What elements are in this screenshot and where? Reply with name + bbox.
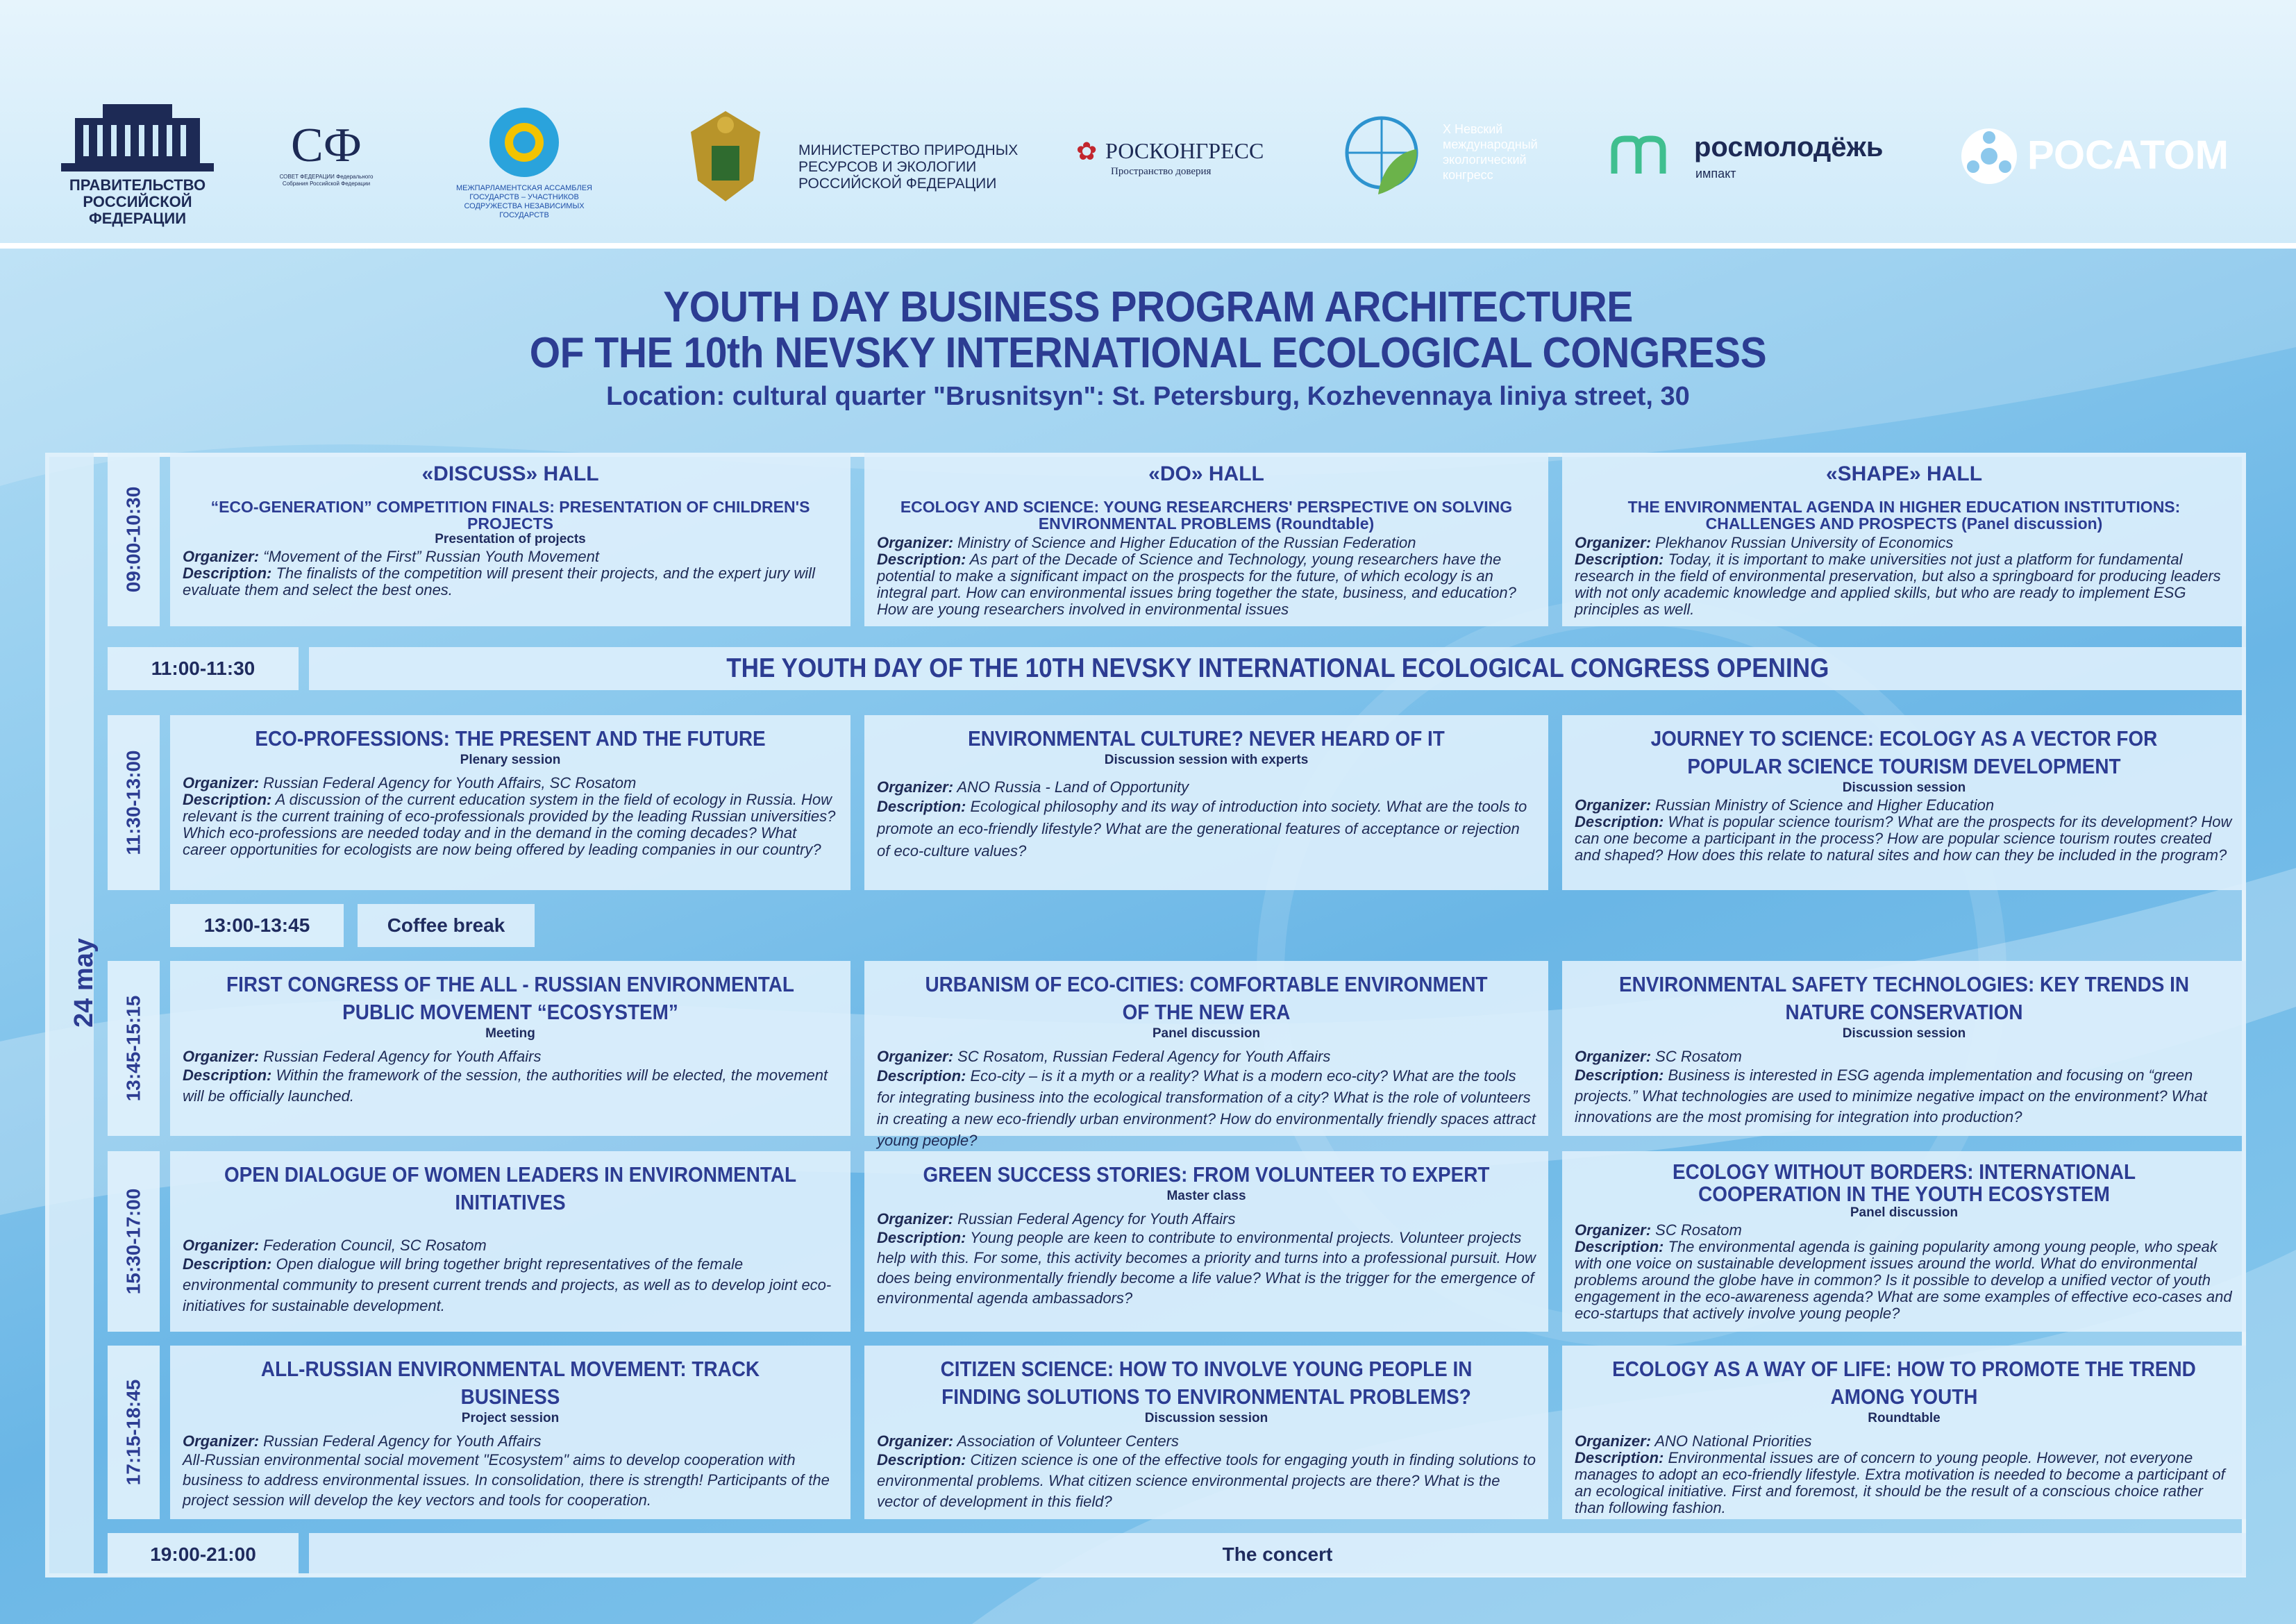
location-line: Location: cultural quarter "Brusnitsyn": St. Petersburg, Kozhevennaya liniya street, 30 (606, 382, 1690, 411)
rosatom-name: РОСАТОМ (2027, 133, 2229, 178)
opening-title: THE YOUTH DAY OF THE 10TH NEVSKY INTERNATIONAL ECOLOGICAL CONGRESS OPENING (726, 653, 1829, 683)
event-type: Plenary session (460, 753, 561, 767)
event-organizer: Organizer: Federation Council, SC Rosatom (183, 1237, 487, 1254)
event-title: ECOLOGY AND SCIENCE: YOUNG RESEARCHERS' PERSPECTIVE ON SOLVING ENVIRONMENTAL PROBLEMS (Roundtable) (900, 498, 1513, 533)
event-organizer: Organizer: SC Rosatom (1575, 1048, 1742, 1065)
event-description: Description: Environmental issues are of concern to young people. However, not everyone manages to adopt an eco-friendly lifestyle. Extra motivation is needed to become a participant of an ecological initiative. First and foremost, it should be the result of a conscious choice rather than following fashion. (1575, 1449, 2225, 1516)
program-title (0, 285, 2296, 412)
event-organizer: Organizer: Russian Federal Agency for Youth Affairs, SC Rosatom (183, 774, 637, 792)
title-line-2: OF THE 10th NEVSKY INTERNATIONAL ECOLOGICAL CONGRESS (529, 329, 1767, 377)
event-type: Presentation of projects (435, 532, 586, 546)
time-concert: 19:00-21:00 (108, 1533, 299, 1576)
time-slot-5: 17:15-18:45 (108, 1346, 160, 1519)
event-card-citizen-science (864, 1346, 1548, 1519)
event-title: JOURNEY TO SCIENCE: ECOLOGY AS A VECTOR FOR POPULAR SCIENCE TOURISM DEVELOPMENT (1650, 726, 2158, 778)
coffee-break-bar (358, 904, 535, 947)
event-title: ENVIRONMENTAL CULTURE? NEVER HEARD OF IT (968, 726, 1445, 751)
event-title: URBANISM OF ECO-CITIES: COMFORTABLE ENVIRONMENT OF THE NEW ERA (925, 972, 1488, 1024)
hall-name: «SHAPE» HALL (1825, 462, 1983, 485)
time-opening: 11:00-11:30 (108, 647, 299, 690)
event-title: “ECO-GENERATION” COMPETITION FINALS: PRESENTATION OF CHILDREN'S PROJECTS (210, 498, 810, 533)
event-organizer: Organizer: Russian Federal Agency for Youth Affairs (183, 1432, 542, 1450)
event-title: ALL-RUSSIAN ENVIRONMENTAL MOVEMENT: TRACK BUSINESS (260, 1357, 760, 1409)
nevsky-caption: X Невский международный экологический конгресс (1443, 122, 1538, 182)
rosatom-logo (1958, 125, 2236, 187)
rosmolodezh-logo (1611, 132, 1902, 187)
rosmolodezh-tagline: импакт (1695, 167, 1736, 181)
ministry-caption: МИНИСТЕРСТВО ПРИРОДНЫХ РЕСУРСОВ И ЭКОЛОГИИ РОССИЙСКОЙ ФЕДЕРАЦИИ (798, 142, 1019, 192)
event-title: ECO-PROFESSIONS: THE PRESENT AND THE FUTURE (255, 726, 766, 751)
event-type: Discussion session (1842, 780, 1966, 795)
event-description: Description: Within the framework of the session, the authorities will be elected, the movement will be officially launched. (183, 1066, 828, 1105)
event-type: Panel discussion (1152, 1026, 1261, 1041)
roscongress-name: РОСКОНГРЕСС (1105, 138, 1264, 163)
event-title: CITIZEN SCIENCE: HOW TO INVOLVE YOUNG PEOPLE IN FINDING SOLUTIONS TO ENVIRONMENTAL PROBLEMS? (940, 1357, 1473, 1409)
event-type: Meeting (485, 1026, 535, 1041)
event-type: Discussion session with experts (1104, 753, 1309, 767)
ipa-emblem-icon (441, 104, 607, 181)
event-description: Description: The environmental agenda is gaining popularity among young people, who speak with one voice on sustainable development issues around the world. What do environmental problems around the globe have in common? Is it possible to develop a unified vector of youth engagement in the eco-awareness agenda? What are some examples of effective eco-cases and eco-startups that actively involve young people? (1575, 1238, 2232, 1322)
event-organizer: Organizer: Russian Federal Agency for Youth Affairs (877, 1210, 1236, 1228)
event-title: ENVIRONMENTAL SAFETY TECHNOLOGIES: KEY TRENDS IN NATURE CONSERVATION (1618, 972, 2190, 1024)
opening-bar (309, 647, 2246, 690)
event-description: All-Russian environmental social movement "Ecosystem" aims to develop cooperation with business to address environmental issues. In consolidation, there is strength! Participants of the project session will develop the key vectors and tools for cooperation. (183, 1451, 830, 1509)
event-type: Project session (461, 1411, 560, 1425)
event-card-women-leaders (170, 1151, 850, 1332)
event-organizer: Organizer: Plekhanov Russian University of Economics (1575, 534, 1954, 551)
event-organizer: Organizer: Ministry of Science and Higher Education of the Russian Federation (877, 534, 1416, 551)
day-label: 24 may (69, 938, 99, 1028)
concert-label: The concert (1222, 1543, 1333, 1565)
event-organizer: Organizer: SC Rosatom (1575, 1221, 1742, 1239)
event-organizer: Organizer: SC Rosatom, Russian Federal Agency for Youth Affairs (877, 1048, 1331, 1065)
event-description: Description: As part of the Decade of Science and Technology, young researchers have the potential to make a significant impact on the prospects for the future, of which ecology is an integral part. How can environmental issues bring together the state, business, and education? How are young researchers involved in environmental issues (877, 551, 1516, 618)
event-card-environmental-culture (864, 715, 1548, 890)
hall-name: «DO» HALL (1148, 462, 1264, 485)
event-description: Description: What is popular science tourism? What are the prospects for its development? How can one become a participant in the process? How are popular science tourism routes created and shaped? How does this relate to natural sites and how can they be included in the program? (1575, 813, 2232, 864)
rosmolodezh-mark-icon (1611, 135, 1666, 177)
event-organizer: Organizer: ANO National Priorities (1575, 1432, 1812, 1450)
government-logo (61, 97, 214, 229)
event-card-first-congress (170, 961, 850, 1136)
event-title: FIRST CONGRESS OF THE ALL - RUSSIAN ENVIRONMENTAL PUBLIC MOVEMENT “ECOSYSTEM” (226, 972, 794, 1024)
event-description: Description: Today, it is important to make universities not just a platform for fundamental research in the field of environmental preservation, but also a springboard for producing leaders with not only academic knowledge and applied skills, but who are ready to implement ESG principles as well. (1575, 551, 2221, 618)
event-type: Discussion session (1842, 1026, 1966, 1041)
event-card-journey-to-science (1562, 715, 2246, 890)
double-headed-eagle-icon (677, 104, 774, 208)
event-type: Roundtable (1868, 1411, 1941, 1425)
sf-caption: СОВЕТ ФЕДЕРАЦИИ Федерального Собрания Российской Федерации (279, 174, 374, 187)
event-type: Panel discussion (1850, 1205, 1959, 1220)
event-description: Description: Business is interested in ESG agenda implementation and focusing on “green projects.” What technologies are used to minimize negative impact on the environment? What innovations are the most promising for integration into production? (1575, 1066, 2208, 1125)
event-card-ecology-way-of-life (1562, 1346, 2246, 1519)
title-line-1: YOUTH DAY BUSINESS PROGRAM ARCHITECTURE (663, 283, 1633, 331)
event-title: ECOLOGY AS A WAY OF LIFE: HOW TO PROMOTE THE TREND AMONG YOUTH (1612, 1357, 2196, 1409)
event-organizer: Organizer: ANO Russia - Land of Opportunity (877, 778, 1189, 796)
event-description: Description: Citizen science is one of the effective tools for engaging youth in finding solutions to environmental problems. What citizen science environmental projects are there? What is the vector of development in this field? (877, 1451, 1536, 1510)
event-card-safety-technologies (1562, 961, 2246, 1136)
event-title: THE ENVIRONMENTAL AGENDA IN HIGHER EDUCATION INSTITUTIONS: CHALLENGES AND PROSPECTS (Panel discussion) (1627, 498, 2181, 533)
hall-name: «DISCUSS» HALL (421, 462, 599, 485)
ipa-cis-logo (441, 104, 607, 222)
rosmolodezh-name: росмолодёжь (1694, 132, 1884, 162)
event-organizer: Organizer: Association of Volunteer Centers (877, 1432, 1179, 1450)
ipa-caption: МЕЖПАРЛАМЕНТСКАЯ АССАМБЛЕЯ ГОСУДАРСТВ – УЧАСТНИКОВ СОДРУЖЕСТВА НЕЗАВИСИМЫХ ГОСУДАРСТВ (456, 184, 592, 219)
time-slot-2: 11:30-13:00 (108, 715, 160, 890)
concert-bar (309, 1533, 2246, 1576)
event-description: Description: The finalists of the competition will present their projects, and the expert jury will evaluate them and select the best ones. (183, 564, 815, 598)
event-type: Discussion session (1144, 1411, 1268, 1425)
event-title: GREEN SUCCESS STORIES: FROM VOLUNTEER TO EXPERT (923, 1162, 1490, 1187)
event-card-green-success (864, 1151, 1548, 1332)
event-title: ECOLOGY WITHOUT BORDERS: INTERNATIONAL COOPERATION IN THE YOUTH ECOSYSTEM (1672, 1160, 2136, 1206)
coffee-break-label: Coffee break (387, 914, 505, 936)
rosatom-atom-icon (1958, 125, 2020, 187)
event-card-urbanism-eco-cities (864, 961, 1548, 1149)
event-description: Description: A discussion of the current education system in the field of ecology in Russia. How relevant is the current training of eco-professionals provided by the leading Russian universities? Which eco-professions are needed today and in the demand in the coming decades? What career opportunities for ecologists are now being offered by leading companies in our country? (183, 791, 836, 858)
event-description: Description: Ecological philosophy and its way of introduction into society. What are the tools to promote an eco-friendly lifestyle? What are the generational features of acceptance or rejection of eco-culture values? (877, 798, 1527, 860)
government-building-icon (61, 97, 214, 174)
event-title: OPEN DIALOGUE OF WOMEN LEADERS IN ENVIRONMENTAL INITIATIVES (224, 1162, 797, 1214)
event-card-track-business (170, 1346, 850, 1519)
event-description: Description: Eco-city – is it a myth or a reality? What is a modern eco-city? What are the tools for integrating business into the ecological transformation of a city? What is the role of volunteers in creating a new eco-friendly urban environment? How do environmentally friendly spaces attract young people? (877, 1067, 1536, 1149)
globe-leaf-icon (1340, 111, 1423, 201)
roscongress-logo (1076, 135, 1277, 184)
time-slot-4: 15:30-17:00 (108, 1151, 160, 1332)
event-card-ecology-without-borders (1562, 1151, 2246, 1332)
ministry-logo (677, 104, 1038, 208)
event-description: Description: Young people are keen to contribute to environmental projects. Volunteer projects help with this. For some, this activity becomes a priority and turns into a professional pursuit. How does being environmentally friendly become a life value? What is the trigger for the emergence of environmental agenda ambassadors? (877, 1229, 1536, 1307)
event-card-discuss-hall (170, 453, 850, 626)
time-slot-3: 13:45-15:15 (108, 961, 160, 1136)
event-type: Master class (1166, 1189, 1246, 1203)
time-coffee: 13:00-13:45 (170, 904, 344, 947)
event-card-eco-professions (170, 715, 850, 890)
nevsky-congress-logo (1340, 111, 1569, 201)
event-description: Description: Open dialogue will bring together bright representatives of the female environmental community to present current trends and projects, as well as to develop joint eco-initiatives for sustainable development. (183, 1255, 832, 1314)
event-organizer: Organizer: Russian Ministry of Science and Higher Education (1575, 796, 1995, 814)
event-organizer: Organizer: “Movement of the First” Russian Youth Movement (183, 548, 599, 565)
sf-mark: СФ (291, 119, 362, 172)
roscongress-tagline: Пространство доверия (1111, 166, 1212, 177)
event-card-do-hall (864, 453, 1548, 626)
time-slot-1: 09:00-10:30 (108, 453, 160, 626)
government-caption: ПРАВИТЕЛЬСТВО РОССИЙСКОЙ ФЕДЕРАЦИИ (69, 176, 206, 227)
federation-council-logo (274, 118, 378, 215)
event-organizer: Organizer: Russian Federal Agency for Youth Affairs (183, 1048, 542, 1065)
event-card-shape-hall (1562, 453, 2246, 626)
roscongress-flower-icon: ✿ (1076, 137, 1098, 165)
